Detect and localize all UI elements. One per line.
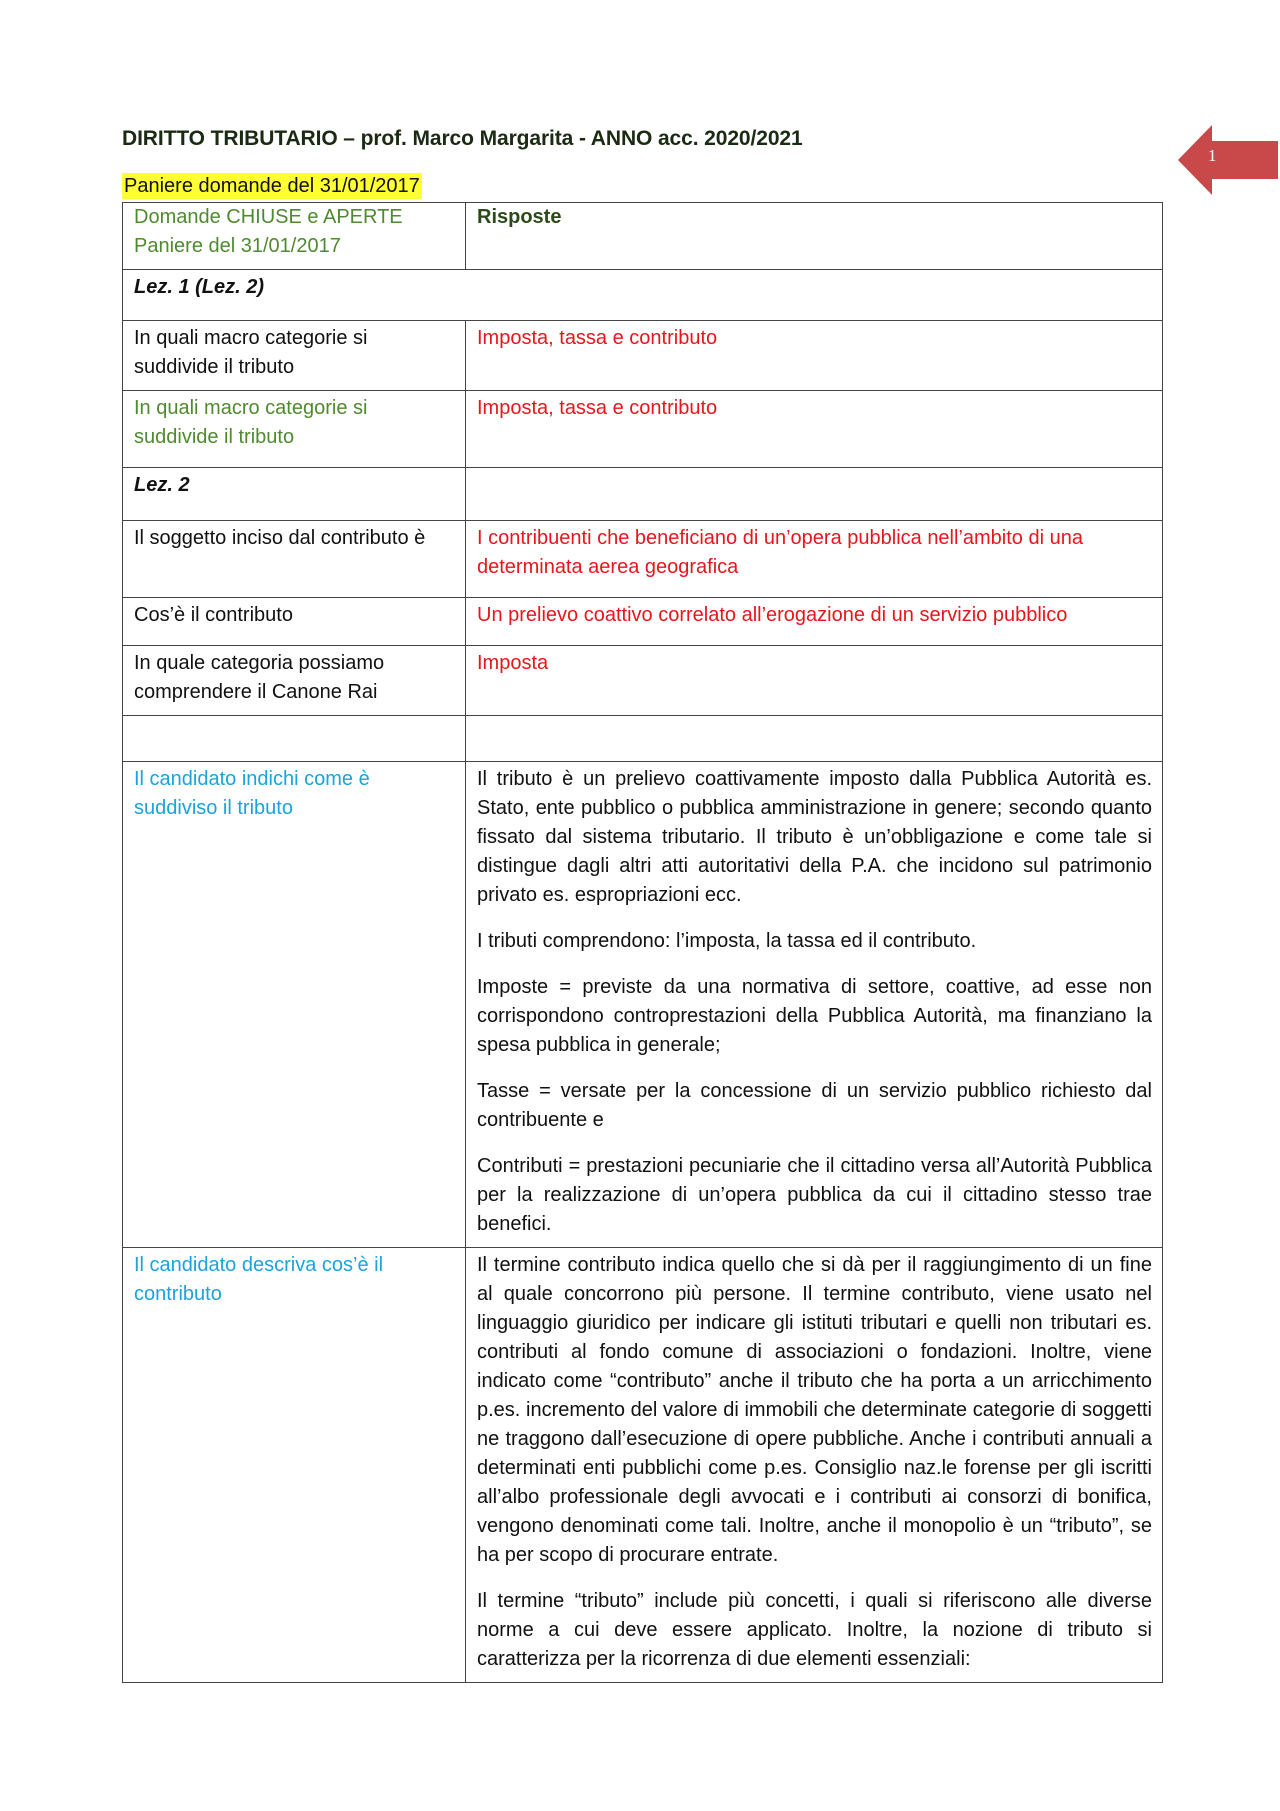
answer-paragraph: Contributi = prestazioni pecuniarie che il cittadino versa all’Autorità Pubblica per la realizzazione di un’opera pubblica da cui il cittadino stesso trae benefici.	[477, 1155, 1152, 1235]
table-row	[123, 321, 1163, 391]
answer-cell: Imposta	[466, 646, 1163, 716]
table-header-row	[123, 203, 1163, 270]
table-row	[123, 391, 1163, 468]
table-row	[123, 598, 1163, 646]
empty-cell	[123, 716, 466, 762]
answer-paragraph: Imposte = previste da una normativa di settore, coattive, ad esse non corrispondono controprestazioni della Pubblica Autorità, ma finanziano la spesa pubblica in generale;	[477, 976, 1152, 1056]
section-lez-2: Lez. 2	[123, 468, 466, 521]
answer-paragraph: Il tributo è un prelievo coattivamente imposto dalla Pubblica Autorità es. Stato, ente pubblico o pubblica amministrazione in genere; secondo quanto fissato dal sistema tributario. Il tributo è un’obbligazione e come tale si distingue dagli altri atti autoritativi della P.A. che incidono sul patrimonio privato es. espropriazioni ecc.	[477, 768, 1152, 906]
empty-cell	[466, 716, 1163, 762]
answer-cell	[466, 1248, 1163, 1683]
question-cell: In quale categoria possiamo comprendere il Canone Rai	[123, 646, 466, 716]
answer-paragraph: Il termine “tributo” include più concetti, i quali si riferiscono alle diverse norme a cui deve essere applicato. Inoltre, la nozione di tributo si caratterizza per la ricorrenza di due elementi essenziali:	[477, 1590, 1152, 1670]
section-row	[123, 270, 1163, 321]
table-row	[123, 521, 1163, 598]
table-row	[123, 646, 1163, 716]
question-cell: Cos’è il contributo	[123, 598, 466, 646]
qa-table	[122, 202, 1163, 1683]
question-cell: In quali macro categorie si suddivide il tributo	[123, 391, 466, 468]
header-questions: Domande CHIUSE e APERTE Paniere del 31/01/2017	[123, 203, 466, 270]
empty-row	[123, 716, 1163, 762]
page-number: 1	[1208, 146, 1217, 165]
answer-cell: Imposta, tassa e contributo	[466, 391, 1163, 468]
answer-paragraph: Il termine contributo indica quello che si dà per il raggiungimento di un fine al quale concorrono più persone. Il termine contributo, viene usato nel linguaggio giuridico per indicare gli istituti tributari e quelli non tributari es. contributi al fondo comune di associazioni o fondazioni. Inoltre, viene indicato come “contributo” anche il tributo che ha porta a un arricchimento p.es. incremento del valore di immobili che determinate categorie di soggetti ne traggono dall’esecuzione di opere pubbliche. Anche i contributi annuali a determinati enti pubblichi come p.es. Consiglio naz.le forense per gli iscritti all’albo professionale degli avvocati e i contributi ai consorzi di bonifica, vengono denominati come tali. Inoltre, anche il monopolio è un “tributo”, se ha per scopo di procurare entrate.	[477, 1254, 1152, 1566]
header-answers: Risposte	[466, 203, 1163, 270]
answer-paragraph: Tasse = versate per la concessione di un servizio pubblico richiesto dal contribuente e	[477, 1080, 1152, 1131]
panel-title: Paniere domande del 31/01/2017	[124, 175, 420, 197]
answer-paragraph: I tributi comprendono: l’imposta, la tassa ed il contributo.	[477, 930, 977, 952]
empty-cell	[466, 468, 1163, 521]
answer-cell: Imposta, tassa e contributo	[466, 321, 1163, 391]
section-row	[123, 468, 1163, 521]
section-lez-1: Lez. 1 (Lez. 2)	[123, 270, 1163, 321]
question-cell: Il candidato descriva cos’è il contributo	[123, 1248, 466, 1683]
document-title: DIRITTO TRIBUTARIO – prof. Marco Margarita - ANNO acc. 2020/2021	[122, 127, 803, 150]
answer-cell	[466, 762, 1163, 1248]
question-cell: In quali macro categorie si suddivide il tributo	[123, 321, 466, 391]
answer-cell: Un prelievo coattivo correlato all’erogazione di un servizio pubblico	[466, 598, 1163, 646]
question-cell: Il candidato indichi come è suddiviso il tributo	[123, 762, 466, 1248]
question-cell: Il soggetto inciso dal contributo è	[123, 521, 466, 598]
answer-cell: I contribuenti che beneficiano di un’opera pubblica nell’ambito di una determinata aerea geografica	[466, 521, 1163, 598]
table-row	[123, 762, 1163, 1248]
table-row	[123, 1248, 1163, 1683]
